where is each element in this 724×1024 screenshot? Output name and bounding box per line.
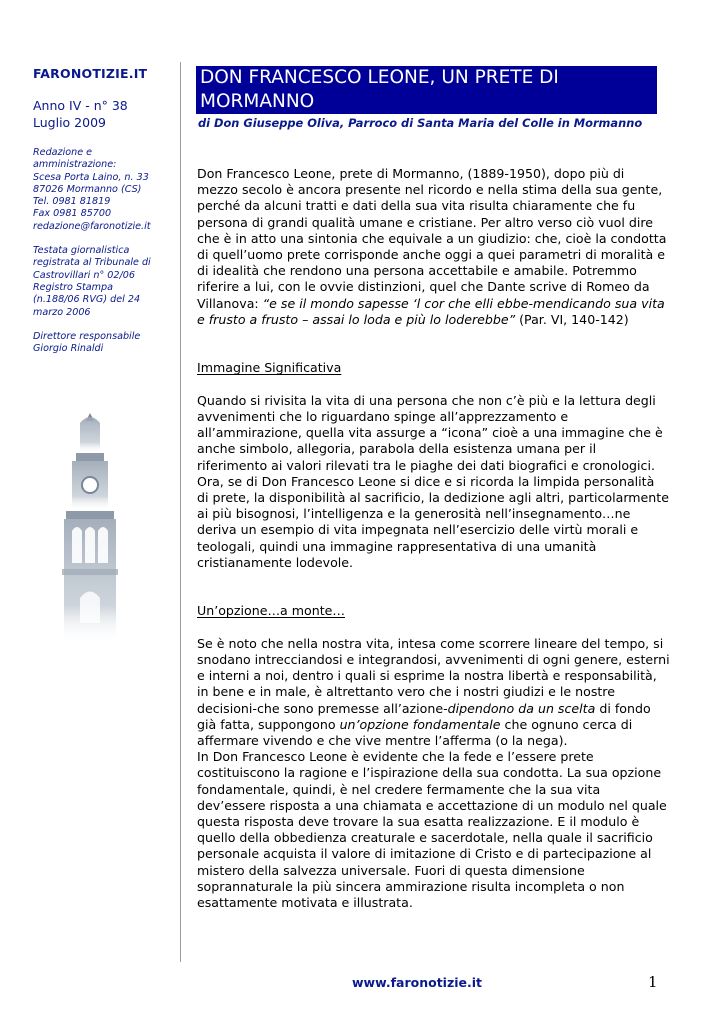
redazione-phone: Tel. 0981 81819 (33, 196, 111, 208)
text-line (197, 717, 662, 733)
text-line: di idealità che rendono una persona accettabile e amabile. Potremmo (197, 263, 637, 279)
text-line: di prete, la disponibilità al sacrificio, la dedizione agli altri, particolarmente (197, 490, 669, 506)
text-plain: che ognuno cerca di (500, 716, 633, 732)
redazione-block (33, 147, 173, 233)
testata-line: Testata giornalistica (33, 245, 130, 257)
text-line: questa risposta deve trovare la sua esatta realizzazione. E il modulo è (197, 814, 640, 830)
text-line (197, 312, 662, 328)
text-line (197, 701, 662, 717)
text-line: anche simbolo, allegoria, parabola della esistenza umana per il (197, 441, 597, 457)
redazione-address: Scesa Porta Laino, n. 33 (33, 171, 149, 183)
testata-line: registrata al Tribunale di (33, 257, 151, 269)
testata-line: Registro Stampa (33, 281, 113, 293)
text-line: mezzo secolo è ancora presente nel ricordo e nella stima della sua gente, (197, 182, 663, 198)
text-line: mistero della salvezza universale. Fuori di questa dimensione (197, 862, 585, 878)
redazione-city: 87026 Mormanno (CS) (33, 183, 142, 195)
title-line: DON FRANCESCO LEONE, UN PRETE DI (200, 67, 559, 88)
text-line: affermare vivendo e che vive mentre l’afferma (o la nega). (197, 733, 568, 749)
redazione-email[interactable]: redazione@faronotizie.it (33, 220, 151, 232)
redazione-line: amministrazione: (33, 159, 117, 171)
section2-paragraph (197, 635, 670, 911)
testata-line: (n.188/06 RVG) del 24 (33, 294, 141, 306)
text-italic: un’opzione fondamentale (339, 716, 501, 732)
text-line: deriva un esempio di vita impegnata nell’esercizio delle virtù morali e (197, 522, 639, 538)
section-heading-1 (197, 360, 662, 376)
text-plain: di fondo (595, 700, 651, 716)
text-line: avvenimenti che lo riguardano spinge all’apprezzamento e (197, 409, 569, 425)
text-line: Quando si rivisita la vita di una persona che non c’è più e la lettura degli (197, 392, 656, 408)
text-line: che è in atto una sintonia che equivale a un giudizio: che, cioè la condotta (197, 230, 667, 246)
text-line: all’ammirazione, quella vita assurge a “icona” cioè a una immagine che è (197, 425, 663, 441)
text-line: teologali, quindi una immagine rappresentativa di una umanità (197, 538, 597, 554)
section1-paragraph (197, 392, 669, 571)
text-line: Ora, se di Don Francesco Leone si dice e si ricorda la limpida personalità (197, 473, 655, 489)
direttore-name: Giorgio Rinaldi (33, 343, 104, 355)
text-line: persona di grandi qualità umane e cristiane. Per altro verso ciò vuol dire (197, 214, 654, 230)
column-divider (180, 62, 181, 962)
article-title (196, 66, 657, 114)
article-byline: di Don Giuseppe Oliva, Parroco di Santa Maria del Colle in Mormanno (198, 116, 643, 130)
direttore-label: Direttore responsabile (33, 330, 141, 342)
text-line: di quell’uomo prete corrisponde anche oggi a quei parametri di moralità e (197, 247, 665, 263)
text-plain: Villanova: (197, 295, 263, 311)
text-line: e interni a noi, dentro i quali si esprime la nostra libertà e responsabilità, (197, 668, 657, 684)
title-line: MORMANNO (200, 91, 315, 112)
testata-block (33, 245, 173, 319)
text-line: snodano intrecciandosi e integrandosi, avvenimenti di ogni genere, esterni (197, 652, 670, 668)
text-line: Se è noto che nella nostra vita, intesa come scorrere lineare del tempo, si (197, 635, 664, 651)
sidebar (33, 66, 173, 367)
text-line: costituiscono la ragione e l’ispirazione della sua condotta. La sua opzione (197, 765, 662, 781)
text-line: perché da alcuni tratti e dati della sua vita risulta chiaramente che fu (197, 198, 636, 214)
text-line: riferimento ai valori rilevati tra le piaghe dei dati biografici e cronologici. (197, 457, 655, 473)
section-heading-2 (197, 603, 662, 619)
brand-name: FARONOTIZIE.IT (33, 66, 148, 81)
text-plain: già fatta, suppongono (197, 716, 340, 732)
quote-citation: (Par. VI, 140-142) (515, 311, 629, 327)
text-italic: dipendono da un scelta (447, 700, 596, 716)
text-line: Don Francesco Leone, prete di Mormanno, (1889-1950), dopo più di (197, 166, 625, 181)
text-line: fondamentale, quindi, è nel credere fermamente che la sua vita (197, 781, 601, 797)
text-line: dev’essere risposta a una chiamata e accettazione di un modulo nel quale (197, 797, 667, 813)
issue-date: Luglio 2009 (33, 115, 106, 130)
text-line (197, 295, 665, 312)
testata-line: Castrovillari n° 02/06 (33, 269, 135, 281)
testata-line: marzo 2006 (33, 306, 91, 318)
text-line: ai più bisognosi, l’intelligenza e la generosità nell’insegnamento…ne (197, 506, 631, 522)
page-number: 1 (648, 973, 658, 991)
footer-website-link[interactable]: www.faronotizie.it (352, 975, 483, 990)
heading-text: Un’opzione…a monte… (197, 603, 345, 619)
text-line: soprannaturale la più sincera ammirazione risulta incompleta o non (197, 878, 625, 894)
bell-tower-illustration (50, 413, 130, 643)
dante-quote: “e se il mondo sapesse ‘l cor che elli ebbe-mendicando sua vita (262, 295, 665, 311)
text-line: cristianamente lodevole. (197, 554, 354, 570)
text-line: esattamente motivata e illustrata. (197, 895, 413, 911)
direttore-block (33, 331, 173, 356)
dante-quote: e frusto a frusto – assai lo loda e più lo loderebbe” (197, 311, 516, 327)
text-line: personale acquista il valore di imitazione di Cristo e di partecipazione al (197, 846, 652, 862)
article-body (197, 166, 670, 911)
text-line: riferire a lui, con le ovvie distinzioni, quel che Dante scrive di Romeo da (197, 279, 650, 295)
issue-number: Anno IV - n° 38 (33, 98, 128, 113)
text-plain: decisioni-che sono premesse all’azione- (197, 700, 448, 716)
issue-info (33, 97, 173, 131)
text-line: in bene e in male, è altrettanto vero che i nostri giudizi e le nostre (197, 684, 615, 700)
redazione-line: Redazione e (33, 147, 93, 158)
intro-paragraph (197, 166, 667, 328)
redazione-fax: Fax 0981 85700 (33, 208, 112, 220)
text-line: quello della obbedienza creaturale e sacerdotale, nella quale il sacrificio (197, 830, 653, 846)
heading-text: Immagine Significativa (197, 360, 342, 376)
text-line: In Don Francesco Leone è evidente che la fede e l’essere prete (197, 749, 594, 765)
